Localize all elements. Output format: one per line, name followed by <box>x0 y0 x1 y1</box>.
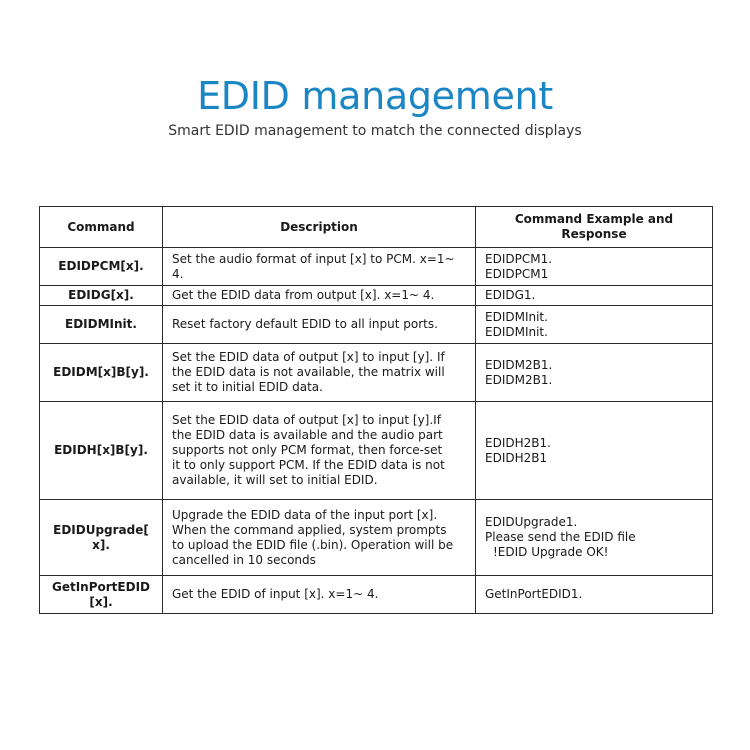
page-subtitle: Smart EDID management to match the connected displays <box>168 123 582 139</box>
description-cell-line: When the command applied, system prompts <box>172 522 447 537</box>
table-row <box>40 402 713 500</box>
command-cell <box>40 286 163 306</box>
command-cell-line: EDIDUpgrade[ <box>53 522 149 537</box>
example-cell-line: EDIDPCM1. <box>485 251 553 266</box>
example-cell-line: EDIDH2B1. <box>485 435 551 450</box>
example-cell-line: EDIDG1. <box>485 288 536 302</box>
command-cell <box>40 306 163 344</box>
table-row <box>40 500 713 576</box>
description-cell-line: Get the EDID data from output [x]. x=1~ 4. <box>172 288 435 302</box>
edid-command-table <box>39 206 713 614</box>
command-cell-line: EDIDG[x]. <box>68 288 134 302</box>
description-cell-line: Upgrade the EDID data of the input port [x]. <box>172 507 438 522</box>
description-cell-line: Set the EDID data of output [x] to input [y]. If <box>172 350 445 364</box>
example-cell-line: GetInPortEDID1. <box>485 587 583 601</box>
command-cell <box>40 500 163 576</box>
description-cell <box>163 344 476 402</box>
description-cell-line: the EDID data is available and the audio part <box>172 428 443 442</box>
command-cell-line: EDIDPCM[x]. <box>58 259 144 273</box>
description-cell <box>163 576 476 614</box>
command-cell-line: GetInPortEDID <box>51 579 150 594</box>
description-cell-line: Set the audio format of input [x] to PCM. x=1~ <box>172 251 455 266</box>
example-cell <box>476 286 713 306</box>
command-cell <box>40 248 163 286</box>
command-cell-line: x]. <box>92 537 110 552</box>
table-row <box>40 344 713 402</box>
column-header-description: Description <box>163 207 476 248</box>
command-cell <box>40 576 163 614</box>
description-cell-line: supports not only PCM format, then force-set <box>172 443 443 457</box>
description-cell <box>163 402 476 500</box>
description-cell <box>163 500 476 576</box>
description-cell-line: to upload the EDID file (.bin). Operation will be <box>172 537 454 552</box>
description-cell-line: the EDID data is not available, the matrix will <box>172 365 445 379</box>
description-cell-line: Get the EDID of input [x]. x=1~ 4. <box>172 587 379 601</box>
example-cell <box>476 402 713 500</box>
command-cell <box>40 344 163 402</box>
table-row <box>40 576 713 614</box>
example-cell <box>476 500 713 576</box>
description-cell-line: it to only support PCM. If the EDID data is not <box>172 458 445 472</box>
example-cell <box>476 576 713 614</box>
column-header-example: Command Example and Response <box>476 207 713 248</box>
example-cell <box>476 344 713 402</box>
table-header-row <box>40 207 713 248</box>
example-cell-line: EDIDPCM1 <box>485 266 549 281</box>
description-cell <box>163 248 476 286</box>
description-cell <box>163 286 476 306</box>
example-cell-line: EDIDMInit. <box>485 324 548 339</box>
table-body <box>40 248 713 614</box>
example-cell-line: EDIDMInit. <box>485 309 548 324</box>
example-cell-line: EDIDM2B1. <box>485 357 553 372</box>
example-cell-line: EDIDM2B1. <box>485 372 553 387</box>
command-cell-line: EDIDM[x]B[y]. <box>53 365 149 379</box>
description-cell-line: cancelled in 10 seconds <box>172 552 316 567</box>
description-cell-line: 4. <box>172 266 184 281</box>
table-row <box>40 286 713 306</box>
description-cell-line: set it to initial EDID data. <box>172 380 323 394</box>
example-cell-line: Please send the EDID file <box>485 530 636 544</box>
description-cell-line: Reset factory default EDID to all input ports. <box>172 317 438 331</box>
command-cell <box>40 402 163 500</box>
command-cell-line: EDIDMInit. <box>65 317 137 331</box>
table-row <box>40 306 713 344</box>
example-cell-line: !EDID Upgrade OK! <box>493 545 609 559</box>
example-cell-line: EDIDH2B1 <box>485 450 548 465</box>
description-cell-line: Set the EDID data of output [x] to input [y].If <box>172 413 441 427</box>
description-cell-line: available, it will set to initial EDID. <box>172 473 378 487</box>
description-cell <box>163 306 476 344</box>
page-title: EDID management <box>197 74 553 118</box>
example-cell <box>476 248 713 286</box>
example-cell-line: EDIDUpgrade1. <box>485 515 578 529</box>
command-cell-line: [x]. <box>89 594 113 609</box>
command-cell-line: EDIDH[x]B[y]. <box>54 443 148 457</box>
table-row <box>40 248 713 286</box>
column-header-command: Command <box>40 207 163 248</box>
example-cell <box>476 306 713 344</box>
